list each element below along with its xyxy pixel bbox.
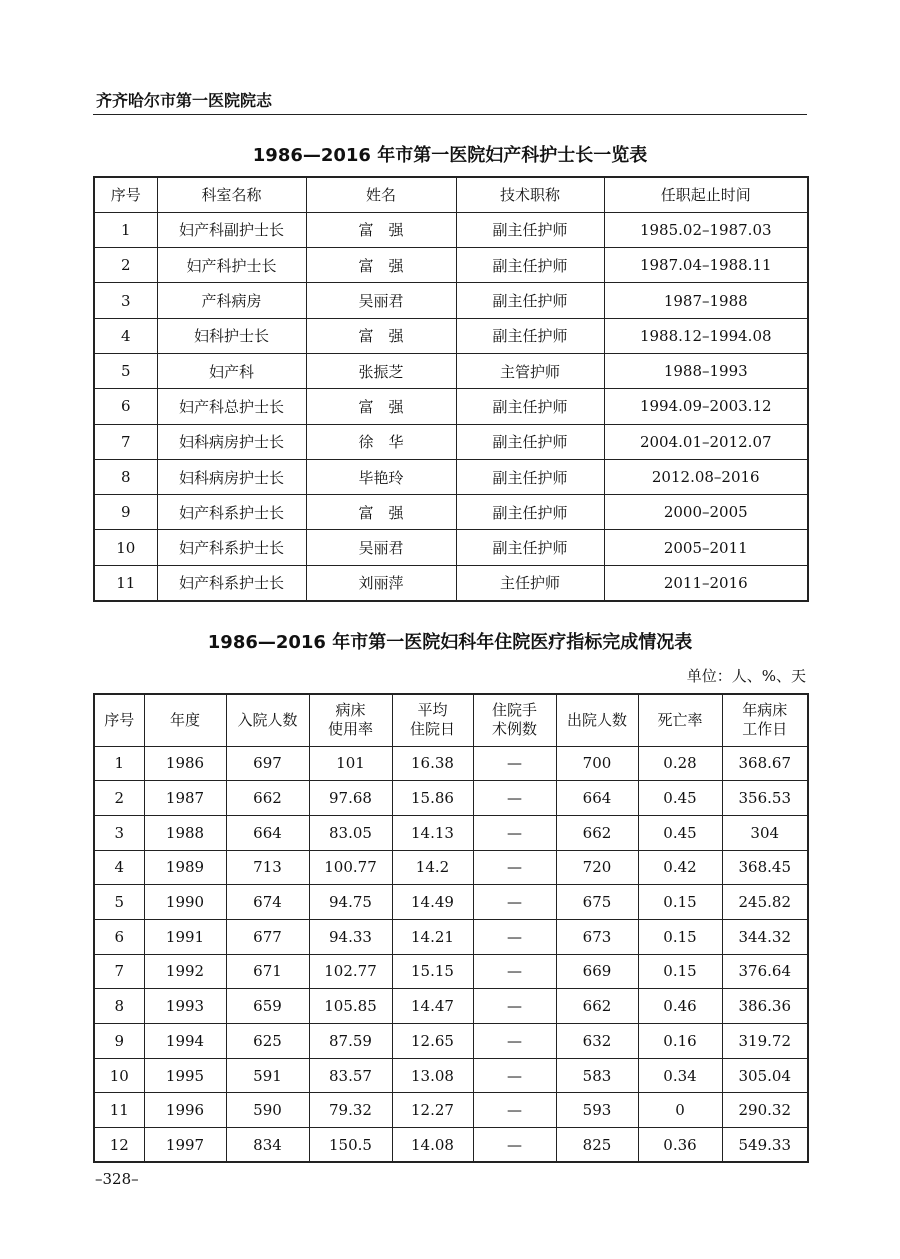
table-cell: 14.21 bbox=[392, 919, 473, 954]
table-cell: 1990 bbox=[144, 885, 226, 920]
table-row bbox=[94, 850, 808, 885]
table-row bbox=[94, 565, 808, 600]
column-header bbox=[144, 694, 226, 746]
table-cell: 14.2 bbox=[392, 850, 473, 885]
table-cell: 1992 bbox=[144, 954, 226, 989]
table-cell: 副主任护师 bbox=[456, 530, 604, 565]
table-row bbox=[94, 495, 808, 530]
table-cell: 10 bbox=[94, 1058, 144, 1093]
table-cell: 1988.12–1994.08 bbox=[604, 318, 808, 353]
table-cell: — bbox=[473, 781, 556, 816]
table-cell: 3 bbox=[94, 815, 144, 850]
table-cell: 549.33 bbox=[722, 1128, 808, 1163]
table-cell: 305.04 bbox=[722, 1058, 808, 1093]
table-cell: 富 强 bbox=[306, 318, 456, 353]
table-cell: 副主任护师 bbox=[456, 212, 604, 247]
table-cell: 1995 bbox=[144, 1058, 226, 1093]
table-cell: 1988 bbox=[144, 815, 226, 850]
table-cell: 12 bbox=[94, 1128, 144, 1163]
table-cell: 593 bbox=[556, 1093, 638, 1128]
table-cell: 245.82 bbox=[722, 885, 808, 920]
table-cell: 妇产科护士长 bbox=[157, 248, 306, 283]
table-cell: 妇产科总护士长 bbox=[157, 389, 306, 424]
table-cell: 11 bbox=[94, 565, 157, 600]
column-header: 任职起止时间 bbox=[604, 177, 808, 212]
table-cell: — bbox=[473, 746, 556, 781]
table-cell: 妇科病房护士长 bbox=[157, 459, 306, 494]
table-cell: 386.36 bbox=[722, 989, 808, 1024]
table-cell: 2011–2016 bbox=[604, 565, 808, 600]
table-cell: 1993 bbox=[144, 989, 226, 1024]
column-header bbox=[309, 694, 392, 746]
table-cell: 刘丽萍 bbox=[306, 565, 456, 600]
table-cell: 368.45 bbox=[722, 850, 808, 885]
table-cell: 14.13 bbox=[392, 815, 473, 850]
table-row bbox=[94, 283, 808, 318]
table-cell: 674 bbox=[226, 885, 309, 920]
table-row bbox=[94, 781, 808, 816]
table-cell: 0.34 bbox=[638, 1058, 722, 1093]
table-cell: 副主任护师 bbox=[456, 495, 604, 530]
table-cell: 3 bbox=[94, 283, 157, 318]
table-cell: 妇产科副护士长 bbox=[157, 212, 306, 247]
table-cell: 产科病房 bbox=[157, 283, 306, 318]
table-row bbox=[94, 459, 808, 494]
table1-title: 1986—2016 年市第一医院妇产科护士长一览表 bbox=[252, 145, 648, 166]
column-header-line: 术例数 bbox=[491, 720, 537, 739]
table-cell: — bbox=[473, 1093, 556, 1128]
table-cell: 1986 bbox=[144, 746, 226, 781]
table-cell: 662 bbox=[556, 815, 638, 850]
table-cell: — bbox=[473, 919, 556, 954]
table-cell: 720 bbox=[556, 850, 638, 885]
table-cell: 1996 bbox=[144, 1093, 226, 1128]
book-header-title: 齐齐哈尔市第一医院院志 bbox=[96, 91, 273, 110]
table-row bbox=[94, 1024, 808, 1059]
table-cell: 12.27 bbox=[392, 1093, 473, 1128]
column-header-line: 工作日 bbox=[742, 720, 788, 739]
table-cell: 副主任护师 bbox=[456, 459, 604, 494]
table-cell: 10 bbox=[94, 530, 157, 565]
table-cell: 673 bbox=[556, 919, 638, 954]
table-cell: 664 bbox=[556, 781, 638, 816]
table-cell: 0.16 bbox=[638, 1024, 722, 1059]
table-cell: 825 bbox=[556, 1128, 638, 1163]
table-cell: 富 强 bbox=[306, 212, 456, 247]
table-cell: 368.67 bbox=[722, 746, 808, 781]
column-header-line: 年病床 bbox=[742, 701, 788, 720]
table-cell: 671 bbox=[226, 954, 309, 989]
table-cell: 664 bbox=[226, 815, 309, 850]
column-header-line: 出院人数 bbox=[566, 710, 627, 729]
table-row bbox=[94, 919, 808, 954]
table-row bbox=[94, 954, 808, 989]
column-header-line: 病床 bbox=[335, 701, 366, 720]
head-nurse-table bbox=[93, 176, 809, 602]
table-cell: 0.46 bbox=[638, 989, 722, 1024]
table-cell: 妇产科系护士长 bbox=[157, 565, 306, 600]
table-cell: 16.38 bbox=[392, 746, 473, 781]
table-cell: 2 bbox=[94, 781, 144, 816]
table-cell: — bbox=[473, 1058, 556, 1093]
column-header bbox=[556, 694, 638, 746]
column-header bbox=[226, 694, 309, 746]
table-cell: 677 bbox=[226, 919, 309, 954]
table-cell: 14.47 bbox=[392, 989, 473, 1024]
column-header-line: 住院日 bbox=[409, 720, 455, 739]
table-cell: 0.45 bbox=[638, 781, 722, 816]
table-cell: 副主任护师 bbox=[456, 424, 604, 459]
column-header-line: 入院人数 bbox=[237, 710, 298, 729]
table-cell: 1994.09–2003.12 bbox=[604, 389, 808, 424]
table-cell: 12.65 bbox=[392, 1024, 473, 1059]
table-cell: 1987.04–1988.11 bbox=[604, 248, 808, 283]
table-row bbox=[94, 989, 808, 1024]
column-header-line: 序号 bbox=[104, 710, 135, 729]
table-row bbox=[94, 530, 808, 565]
table2-title: 1986—2016 年市第一医院妇科年住院医疗指标完成情况表 bbox=[207, 632, 693, 653]
table-cell: 83.05 bbox=[309, 815, 392, 850]
table-cell: 妇产科系护士长 bbox=[157, 530, 306, 565]
table-cell: — bbox=[473, 850, 556, 885]
table-cell: 669 bbox=[556, 954, 638, 989]
table-cell: 5 bbox=[94, 353, 157, 388]
table-row bbox=[94, 318, 808, 353]
table-row bbox=[94, 1128, 808, 1163]
table-cell: 吴丽君 bbox=[306, 283, 456, 318]
table-cell: 1 bbox=[94, 746, 144, 781]
column-header bbox=[638, 694, 722, 746]
header-divider bbox=[93, 114, 807, 115]
table-cell: 1997 bbox=[144, 1128, 226, 1163]
table-row bbox=[94, 212, 808, 247]
table-cell: 15.15 bbox=[392, 954, 473, 989]
column-header bbox=[392, 694, 473, 746]
table-cell: — bbox=[473, 954, 556, 989]
table-cell: 富 强 bbox=[306, 248, 456, 283]
table-cell: 13.08 bbox=[392, 1058, 473, 1093]
table-row bbox=[94, 248, 808, 283]
table-cell: 659 bbox=[226, 989, 309, 1024]
table-cell: 8 bbox=[94, 459, 157, 494]
table-cell: — bbox=[473, 815, 556, 850]
table-cell: 9 bbox=[94, 495, 157, 530]
table-cell: 吴丽君 bbox=[306, 530, 456, 565]
column-header-line: 使用率 bbox=[327, 720, 373, 739]
table-cell: 副主任护师 bbox=[456, 248, 604, 283]
table-row bbox=[94, 885, 808, 920]
table-cell: 1994 bbox=[144, 1024, 226, 1059]
table-cell: 100.77 bbox=[309, 850, 392, 885]
table-cell: 2012.08–2016 bbox=[604, 459, 808, 494]
table-cell: 1987 bbox=[144, 781, 226, 816]
table-cell: 94.75 bbox=[309, 885, 392, 920]
table-cell: 14.49 bbox=[392, 885, 473, 920]
table-cell: 副主任护师 bbox=[456, 318, 604, 353]
table-cell: 0.45 bbox=[638, 815, 722, 850]
table-cell: 304 bbox=[722, 815, 808, 850]
column-header bbox=[473, 694, 556, 746]
page-number: –328– bbox=[95, 1170, 139, 1188]
column-header-line: 年度 bbox=[169, 710, 200, 729]
table-cell: 2004.01–2012.07 bbox=[604, 424, 808, 459]
table-cell: 6 bbox=[94, 919, 144, 954]
table-cell: 0.15 bbox=[638, 919, 722, 954]
table-cell: 0.15 bbox=[638, 954, 722, 989]
table-cell: — bbox=[473, 1024, 556, 1059]
table-cell: 0.42 bbox=[638, 850, 722, 885]
table-cell: 1985.02–1987.03 bbox=[604, 212, 808, 247]
table-cell: 4 bbox=[94, 850, 144, 885]
table-cell: — bbox=[473, 1128, 556, 1163]
table-cell: 1987–1988 bbox=[604, 283, 808, 318]
table-cell: 319.72 bbox=[722, 1024, 808, 1059]
table-cell: 主管护师 bbox=[456, 353, 604, 388]
table-cell: 1988–1993 bbox=[604, 353, 808, 388]
table-cell: 87.59 bbox=[309, 1024, 392, 1059]
table-cell: 83.57 bbox=[309, 1058, 392, 1093]
table-cell: 376.64 bbox=[722, 954, 808, 989]
table-cell: 625 bbox=[226, 1024, 309, 1059]
table-cell: 590 bbox=[226, 1093, 309, 1128]
table-row bbox=[94, 424, 808, 459]
table-cell: 富 强 bbox=[306, 389, 456, 424]
table-cell: 344.32 bbox=[722, 919, 808, 954]
table-cell: 妇科护士长 bbox=[157, 318, 306, 353]
table-cell: 8 bbox=[94, 989, 144, 1024]
table-cell: 662 bbox=[226, 781, 309, 816]
table-cell: 105.85 bbox=[309, 989, 392, 1024]
table-row bbox=[94, 1093, 808, 1128]
column-header bbox=[722, 694, 808, 746]
table-cell: 14.08 bbox=[392, 1128, 473, 1163]
table-cell: 632 bbox=[556, 1024, 638, 1059]
table-cell: 副主任护师 bbox=[456, 283, 604, 318]
table-cell: 妇产科 bbox=[157, 353, 306, 388]
table-cell: 6 bbox=[94, 389, 157, 424]
table-cell: 富 强 bbox=[306, 495, 456, 530]
table-row bbox=[94, 389, 808, 424]
table-cell: 356.53 bbox=[722, 781, 808, 816]
table-cell: 7 bbox=[94, 954, 144, 989]
table-cell: — bbox=[473, 885, 556, 920]
column-header-line: 平均 bbox=[417, 701, 448, 720]
column-header-line: 住院手 bbox=[491, 701, 537, 720]
table-row bbox=[94, 353, 808, 388]
table-cell: 591 bbox=[226, 1058, 309, 1093]
table-cell: 2005–2011 bbox=[604, 530, 808, 565]
table-cell: 0.15 bbox=[638, 885, 722, 920]
table-cell: 4 bbox=[94, 318, 157, 353]
column-header: 科室名称 bbox=[157, 177, 306, 212]
table-row bbox=[94, 815, 808, 850]
table-cell: 662 bbox=[556, 989, 638, 1024]
table-cell: 9 bbox=[94, 1024, 144, 1059]
table-cell: 主任护师 bbox=[456, 565, 604, 600]
table-cell: 1991 bbox=[144, 919, 226, 954]
column-header: 技术职称 bbox=[456, 177, 604, 212]
table-cell: 0 bbox=[638, 1093, 722, 1128]
table-cell: 700 bbox=[556, 746, 638, 781]
unit-note: 单位：人、%、天 bbox=[686, 667, 806, 685]
table-cell: 79.32 bbox=[309, 1093, 392, 1128]
table-cell: 7 bbox=[94, 424, 157, 459]
table-cell: 0.28 bbox=[638, 746, 722, 781]
table-cell: 1 bbox=[94, 212, 157, 247]
column-header-line: 死亡率 bbox=[657, 710, 703, 729]
column-header: 姓名 bbox=[306, 177, 456, 212]
inpatient-indicators-table bbox=[93, 693, 809, 1163]
table-cell: 副主任护师 bbox=[456, 389, 604, 424]
table-cell: 15.86 bbox=[392, 781, 473, 816]
table-cell: 张振芝 bbox=[306, 353, 456, 388]
table-cell: 妇产科系护士长 bbox=[157, 495, 306, 530]
table-cell: 2 bbox=[94, 248, 157, 283]
table-cell: — bbox=[473, 989, 556, 1024]
table-cell: 713 bbox=[226, 850, 309, 885]
table-cell: 102.77 bbox=[309, 954, 392, 989]
column-header: 序号 bbox=[94, 177, 157, 212]
table-row bbox=[94, 1058, 808, 1093]
table-cell: 101 bbox=[309, 746, 392, 781]
table-cell: 94.33 bbox=[309, 919, 392, 954]
table-cell: 0.36 bbox=[638, 1128, 722, 1163]
table-cell: 97.68 bbox=[309, 781, 392, 816]
table-cell: 2000–2005 bbox=[604, 495, 808, 530]
column-header bbox=[94, 694, 144, 746]
table-cell: 583 bbox=[556, 1058, 638, 1093]
table-cell: 834 bbox=[226, 1128, 309, 1163]
table-header-row bbox=[94, 694, 808, 746]
table-header-row bbox=[94, 177, 808, 212]
table-cell: 697 bbox=[226, 746, 309, 781]
table-cell: 150.5 bbox=[309, 1128, 392, 1163]
table-cell: 妇科病房护士长 bbox=[157, 424, 306, 459]
table-cell: 290.32 bbox=[722, 1093, 808, 1128]
table-cell: 徐 华 bbox=[306, 424, 456, 459]
table-cell: 5 bbox=[94, 885, 144, 920]
table-cell: 毕艳玲 bbox=[306, 459, 456, 494]
table-cell: 675 bbox=[556, 885, 638, 920]
table-cell: 1989 bbox=[144, 850, 226, 885]
table-row bbox=[94, 746, 808, 781]
table-cell: 11 bbox=[94, 1093, 144, 1128]
